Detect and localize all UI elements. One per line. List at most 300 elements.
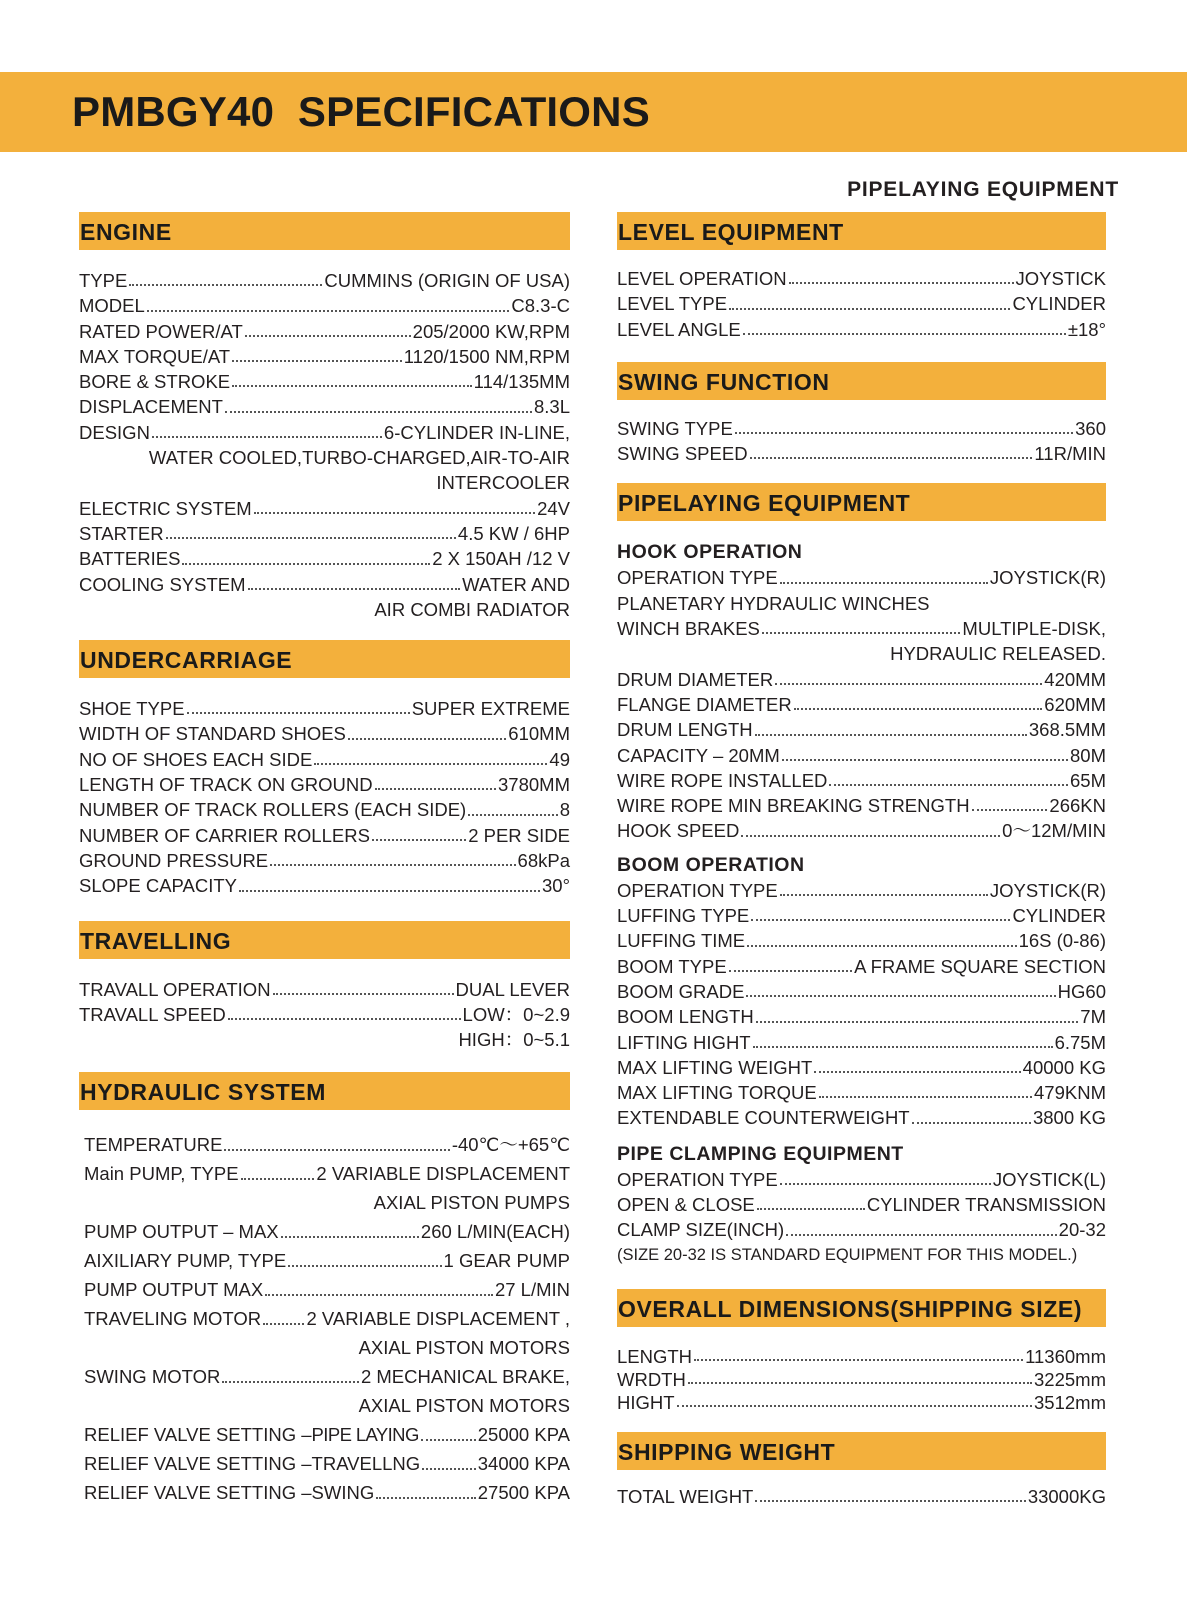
spec-value: JOYSTICK(L) [992, 1168, 1106, 1190]
spec-label-text: SWING TYPE [617, 417, 733, 439]
spec-label-text: WINCH BRAKES [617, 618, 760, 640]
spec-value: 3512mm [1034, 1391, 1106, 1413]
spec-label [617, 1030, 751, 1055]
spec-label [79, 1002, 226, 1027]
spec-label [84, 1362, 220, 1391]
spec-label-text: TRAVALL SPEED [79, 1003, 226, 1025]
spec-value: 479KNM [1034, 1082, 1106, 1104]
dotted-leader [756, 1021, 1079, 1023]
page-title: PMBGY40 SPECIFICATIONS [72, 88, 650, 135]
spec-value: 3780MM [498, 774, 570, 796]
spec-value: 3225mm [1034, 1368, 1106, 1390]
spec-label-text: WRDTH [617, 1368, 686, 1390]
spec-label-text: MODEL [79, 295, 145, 317]
spec-row [79, 496, 570, 521]
spec-row [79, 572, 570, 597]
spec-label [617, 979, 744, 1004]
spec-label-text: SWING MOTOR [84, 1366, 221, 1388]
spec-value: 114/135MM [473, 371, 570, 393]
spec-row [617, 954, 1106, 979]
spec-value: 40000 KG [1022, 1056, 1106, 1078]
spec-row [79, 772, 570, 797]
spec-row [617, 1368, 1106, 1391]
spec-label-text: TOTAL WEIGHT [617, 1485, 754, 1507]
spec-label-text: CLAMP SIZE(INCH) [617, 1219, 785, 1241]
spec-row [617, 266, 1106, 291]
section-header-travelling: TRAVELLING [79, 921, 570, 959]
spec-label [79, 823, 370, 848]
spec-label-text: DRUM DIAMETER [617, 668, 774, 690]
spec-value: 8 [559, 799, 570, 821]
spec-label [617, 1345, 692, 1368]
spec-label [617, 317, 741, 342]
swing-specs [617, 400, 1106, 484]
spec-row [84, 1304, 570, 1333]
spec-row [617, 565, 1106, 590]
spec-row [617, 1484, 1106, 1509]
spec-value: 24V [537, 497, 570, 519]
spec-row [617, 1105, 1106, 1130]
spec-label-text: PUMP OUTPUT – MAX [84, 1221, 279, 1243]
spec-value: 27500 KPA [477, 1482, 570, 1504]
spec-label [617, 667, 773, 692]
spec-continuation: AIR COMBI RADIATOR [374, 598, 570, 620]
spec-label-text: RELIEF VALVE SETTING –TRAVELLNG [84, 1453, 421, 1475]
spec-label-text: NO OF SHOES EACH SIDE [79, 748, 313, 770]
spec-value: A FRAME SQUARE SECTION [854, 955, 1106, 977]
dotted-leader [270, 864, 515, 866]
dotted-leader [129, 284, 322, 286]
spec-label-text: RATED POWER/AT [79, 320, 243, 342]
dotted-leader [741, 835, 1000, 837]
section-header-hydraulic: HYDRAULIC SYSTEM [79, 1072, 570, 1110]
spec-row [617, 717, 1106, 742]
dotted-leader [422, 1468, 476, 1470]
spec-label [617, 954, 727, 979]
dotted-leader [239, 890, 540, 892]
spec-row [79, 1002, 570, 1027]
spec-row [617, 1167, 1106, 1192]
spec-label-text: OPERATION TYPE [617, 879, 778, 901]
spec-continuation: HYDRAULIC RELEASED. [890, 643, 1106, 665]
spec-value: 2 PER SIDE [468, 824, 570, 846]
spec-label [79, 369, 230, 394]
spec-value: 420MM [1044, 668, 1106, 690]
spec-value: 49 [549, 748, 570, 770]
section-header-undercarriage: UNDERCARRIAGE [79, 640, 570, 678]
spec-label-text: MAX TORQUE/AT [79, 345, 231, 367]
spec-row [617, 979, 1106, 1004]
spec-row [79, 873, 570, 898]
dotted-leader [751, 919, 1010, 921]
spec-label [79, 546, 180, 571]
spec-label-text: NUMBER OF CARRIER ROLLERS [79, 824, 370, 846]
spec-label [79, 873, 237, 898]
dotted-leader [421, 1439, 476, 1441]
dotted-leader [829, 784, 1068, 786]
dotted-leader [314, 763, 547, 765]
dotted-leader [182, 563, 430, 565]
spec-row [84, 1478, 570, 1507]
spec-value: 34000 KPA [477, 1453, 570, 1475]
spec-value: 68kPa [517, 849, 570, 871]
spec-label [617, 1105, 910, 1130]
spec-label [84, 1246, 286, 1275]
pipelaying-specs [617, 521, 1106, 1288]
spec-value: 27 L/MIN [494, 1279, 570, 1301]
spec-row [79, 977, 570, 1002]
spec-label-text: NUMBER OF TRACK ROLLERS (EACH SIDE) [79, 799, 467, 821]
spec-row [617, 1345, 1106, 1368]
spec-row [79, 546, 570, 571]
spec-row [617, 291, 1106, 316]
spec-value: WATER AND [462, 573, 570, 595]
spec-value: 3800 KG [1032, 1107, 1106, 1129]
dotted-leader [228, 1018, 461, 1020]
spec-label-text: OPERATION TYPE [617, 567, 778, 589]
dotted-leader [372, 839, 466, 841]
spec-label-text: AIXILIARY PUMP, TYPE [84, 1250, 287, 1272]
spec-label-text: ELECTRIC SYSTEM [79, 497, 252, 519]
spec-label [79, 344, 230, 369]
dotted-leader [753, 1046, 1053, 1048]
dotted-leader [780, 894, 988, 896]
spec-label [617, 903, 749, 928]
spec-label-emphasis: PIPE LAYING [311, 1424, 419, 1446]
spec-value: 6.75M [1054, 1031, 1106, 1053]
spec-label-text: TRAVALL OPERATION [79, 978, 271, 1000]
spec-label [84, 1304, 261, 1333]
dotted-leader [735, 432, 1073, 434]
spec-label-text: EXTENDABLE COUNTERWEIGHT [617, 1107, 910, 1129]
spec-label [84, 1130, 222, 1159]
spec-label [84, 1217, 279, 1246]
spec-label-text: BOOM LENGTH [617, 1006, 754, 1028]
spec-label-text: DESIGN [79, 421, 150, 443]
spec-label [617, 1192, 755, 1217]
spec-row [79, 369, 570, 394]
spec-value: -40℃～+65℃ [451, 1134, 570, 1156]
spec-value: HG60 [1057, 980, 1106, 1002]
spec-label [84, 1478, 374, 1507]
spec-label-text: Main PUMP, TYPE [84, 1163, 239, 1185]
spec-label-text: TEMPERATURE [84, 1134, 223, 1156]
section-header-dimensions: OVERALL DIMENSIONS(SHIPPING SIZE) [617, 1289, 1106, 1327]
spec-value: 65M [1070, 769, 1106, 791]
dotted-leader [762, 632, 961, 634]
spec-row [79, 319, 570, 344]
spec-value: 368.5MM [1028, 719, 1106, 741]
spec-row [617, 1217, 1106, 1242]
spec-value: 205/2000 KW,RPM [412, 320, 570, 342]
spec-continuation: WATER COOLED,TURBO-CHARGED,AIR-TO-AIR [148, 447, 570, 469]
spec-label [79, 772, 373, 797]
spec-value: 260 L/MIN(EACH) [420, 1221, 570, 1243]
spec-label-text: PUMP OUTPUT MAX [84, 1279, 264, 1301]
spec-row [84, 1449, 570, 1478]
spec-label [617, 1391, 675, 1414]
section-header-swing: SWING FUNCTION [617, 362, 1106, 400]
dotted-leader [166, 537, 456, 539]
spec-label [617, 793, 970, 818]
title-banner [0, 72, 1187, 152]
spec-row [617, 667, 1106, 692]
dotted-leader [241, 1178, 315, 1180]
dotted-leader [757, 1208, 865, 1210]
dotted-leader [375, 788, 496, 790]
spec-label [617, 818, 739, 843]
spec-value: 2 VARIABLE DISPLACEMENT , [306, 1308, 570, 1330]
spec-value: 610MM [508, 723, 570, 745]
spec-label-text: LENGTH [617, 1345, 693, 1367]
spec-label-text: GROUND PRESSURE [79, 849, 269, 871]
spec-row [617, 1192, 1106, 1217]
spec-label [617, 743, 780, 768]
spec-label [79, 848, 268, 873]
spec-label-text: MAX LIFTING WEIGHT [617, 1056, 813, 1078]
spec-label [79, 394, 223, 419]
spec-row [617, 692, 1106, 717]
spec-row [79, 344, 570, 369]
dotted-leader [224, 1149, 449, 1151]
dimensions-specs [617, 1327, 1106, 1432]
spec-continuation: AXIAL PISTON MOTORS [358, 1395, 570, 1417]
dotted-leader [688, 1382, 1032, 1384]
dotted-leader [746, 995, 1055, 997]
spec-plain: PLANETARY HYDRAULIC WINCHES [617, 592, 930, 614]
spec-value: DUAL LEVER [455, 978, 570, 1000]
dotted-leader [232, 360, 402, 362]
undercarriage-specs [79, 678, 570, 920]
dotted-leader [265, 1294, 493, 1296]
spec-label-text: LUFFING TIME [617, 930, 746, 952]
spec-value: 1 GEAR PUMP [443, 1250, 570, 1272]
spec-label [84, 1159, 239, 1188]
dotted-leader [755, 734, 1027, 736]
spec-label [84, 1449, 420, 1478]
section-header-level: LEVEL EQUIPMENT [617, 212, 1106, 250]
spec-label-text: LUFFING TYPE [617, 905, 750, 927]
spec-label [617, 1484, 753, 1509]
subsection-title-hook: HOOK OPERATION [617, 541, 803, 564]
spec-row [617, 616, 1106, 641]
spec-label-text: SHOE TYPE [79, 698, 185, 720]
spec-label [79, 696, 185, 721]
spec-label-text: OPERATION TYPE [617, 1168, 778, 1190]
dotted-leader [747, 945, 1016, 947]
spec-value: MULTIPLE-DISK, [962, 618, 1106, 640]
spec-note: (SIZE 20-32 IS STANDARD EQUIPMENT FOR THIS MODEL.) [617, 1245, 1078, 1264]
spec-row [79, 394, 570, 419]
spec-label [84, 1420, 419, 1449]
spec-label-text: FLANGE DIAMETER [617, 693, 792, 715]
dotted-leader [348, 738, 506, 740]
spec-label [79, 319, 243, 344]
dotted-leader [794, 708, 1043, 710]
spec-value: 8.3L [533, 396, 570, 418]
spec-value: 16S (0-86) [1018, 930, 1106, 952]
spec-label [617, 878, 778, 903]
spec-label [79, 420, 150, 445]
spec-value: JOYSTICK(R) [989, 879, 1106, 901]
spec-label-text: WIRE ROPE MIN BREAKING STRENGTH [617, 795, 970, 817]
spec-row [617, 441, 1106, 466]
spec-label-text: HIGHT [617, 1391, 675, 1413]
dotted-leader [780, 1183, 991, 1185]
dotted-leader [376, 1497, 476, 1499]
spec-label-text: BORE & STROKE [79, 371, 231, 393]
spec-label-text: DRUM LENGTH [617, 719, 753, 741]
spec-row [84, 1362, 570, 1391]
dotted-leader [729, 970, 852, 972]
spec-value: 620MM [1044, 693, 1106, 715]
spec-value: 2 VARIABLE DISPLACEMENT [316, 1163, 570, 1185]
subsection-title-clamp: PIPE CLAMPING EQUIPMENT [617, 1142, 904, 1165]
dotted-leader [780, 582, 988, 584]
dotted-leader [245, 335, 411, 337]
spec-row [79, 848, 570, 873]
spec-label-text: LEVEL OPERATION [617, 268, 787, 289]
spec-value: 30° [542, 875, 570, 897]
spec-row [79, 823, 570, 848]
spec-label-text: WIRE ROPE INSTALLED [617, 769, 828, 791]
spec-value: LOW：0~2.9 [462, 1003, 570, 1025]
dotted-leader [225, 411, 532, 413]
spec-value: 4.5 KW / 6HP [457, 522, 570, 544]
dotted-leader [789, 282, 1014, 284]
spec-row [79, 420, 570, 445]
spec-label-text: WIDTH OF STANDARD SHOES [79, 723, 346, 745]
spec-label [84, 1275, 263, 1304]
spec-label [79, 496, 252, 521]
spec-row [84, 1130, 570, 1159]
dotted-leader [972, 809, 1048, 811]
spec-value: 0～12M/MIN [1002, 820, 1106, 842]
spec-row [79, 721, 570, 746]
spec-label [617, 1004, 754, 1029]
dotted-leader [750, 457, 1033, 459]
dotted-leader [222, 1381, 359, 1383]
left-column [79, 212, 570, 1527]
dotted-leader [232, 385, 472, 387]
spec-row [79, 747, 570, 772]
spec-label [79, 521, 164, 546]
spec-label-text: DISPLACEMENT [79, 396, 223, 418]
spec-value: 2 MECHANICAL BRAKE, [360, 1366, 570, 1388]
spec-value: CUMMINS (ORIGIN OF USA) [324, 270, 570, 291]
spec-value: 1120/1500 NM,RPM [403, 345, 570, 367]
spec-row [79, 797, 570, 822]
spec-value: 7M [1080, 1006, 1106, 1028]
dotted-leader [819, 1096, 1032, 1098]
spec-value: CYLINDER TRANSMISSION [866, 1194, 1106, 1216]
dotted-leader [694, 1359, 1023, 1361]
spec-label [79, 977, 271, 1002]
spec-label-text: HOOK SPEED [617, 820, 740, 842]
spec-label [79, 293, 145, 318]
spec-value: 2 X 150AH /12 V [432, 548, 570, 570]
spec-label-text: TYPE [79, 270, 128, 291]
dotted-leader [755, 1500, 1025, 1502]
dotted-leader [912, 1122, 1031, 1124]
level-specs [617, 250, 1106, 362]
dotted-leader [263, 1323, 304, 1325]
section-header-weight: SHIPPING WEIGHT [617, 1432, 1106, 1470]
spec-row [617, 1055, 1106, 1080]
spec-row [84, 1420, 570, 1449]
spec-label [79, 721, 346, 746]
spec-value: CYLINDER [1012, 293, 1106, 315]
spec-row [617, 878, 1106, 903]
spec-label [617, 1080, 817, 1105]
dotted-leader [248, 588, 461, 590]
spec-row [617, 1030, 1106, 1055]
spec-value: SUPER EXTREME [411, 698, 570, 720]
spec-label [617, 1368, 686, 1391]
dotted-leader [775, 683, 1042, 685]
dotted-leader [814, 1071, 1020, 1073]
spec-label [617, 565, 778, 590]
spec-label-text: LEVEL TYPE [617, 293, 728, 315]
spec-label-text: CAPACITY – 20MM [617, 744, 780, 766]
spec-value: 80M [1070, 744, 1106, 766]
spec-label [617, 928, 745, 953]
engine-specs [79, 250, 570, 640]
spec-row [617, 793, 1106, 818]
spec-continuation: AXIAL PISTON MOTORS [358, 1337, 570, 1359]
spec-value: 11R/MIN [1034, 443, 1106, 465]
spec-value: JOYSTICK [1015, 268, 1106, 289]
right-column [617, 212, 1106, 1529]
spec-row [84, 1275, 570, 1304]
dotted-leader [729, 308, 1010, 310]
spec-label-text: MAX LIFTING TORQUE [617, 1082, 817, 1104]
spec-row [84, 1159, 570, 1188]
spec-label [617, 1217, 784, 1242]
spec-row [617, 1391, 1106, 1414]
spec-label [79, 268, 127, 293]
dotted-leader [677, 1405, 1032, 1407]
spec-row [617, 317, 1106, 342]
spec-value: 20-32 [1058, 1219, 1106, 1241]
spec-label-text: TRAVELING MOTOR [84, 1308, 262, 1330]
spec-row [617, 818, 1106, 843]
spec-row [79, 521, 570, 546]
spec-value: 33000KG [1027, 1485, 1106, 1507]
spec-row [84, 1217, 570, 1246]
dotted-leader [281, 1236, 419, 1238]
spec-label-text: SWING SPEED [617, 443, 748, 465]
spec-label [617, 416, 733, 441]
hydraulic-specs [79, 1110, 570, 1527]
spec-row [617, 903, 1106, 928]
subsection-title-boom: BOOM OPERATION [617, 853, 805, 876]
spec-label-text: LENGTH OF TRACK ON GROUND [79, 774, 373, 796]
spec-value: 6-CYLINDER IN-LINE, [383, 421, 570, 443]
dotted-leader [187, 712, 410, 714]
dotted-leader [468, 814, 558, 816]
spec-row [617, 1080, 1106, 1105]
spec-value: 25000 KPA [477, 1424, 570, 1446]
spec-label-text: RELIEF VALVE SETTING – [84, 1424, 312, 1446]
dotted-leader [786, 1234, 1056, 1236]
spec-continuation: INTERCOOLER [436, 472, 570, 494]
spec-label-text: LIFTING HIGHT [617, 1031, 751, 1053]
dotted-leader [152, 436, 382, 438]
spec-value: 360 [1075, 417, 1106, 439]
weight-specs [617, 1470, 1106, 1529]
section-header-engine: ENGINE [79, 212, 570, 250]
